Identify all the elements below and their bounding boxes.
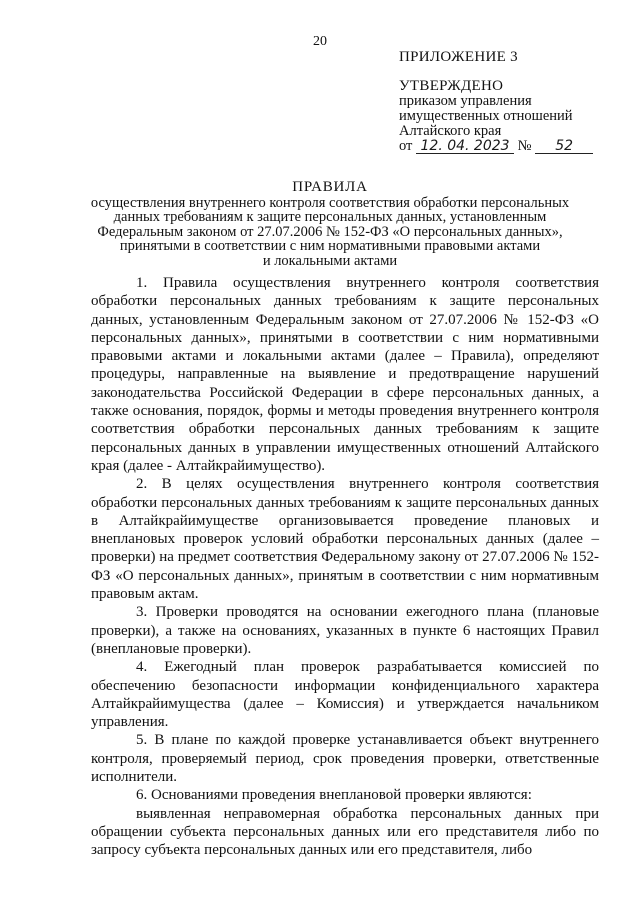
approval-date-row	[399, 139, 629, 154]
paragraph-6: 6. Основаниями проведения внеплановой проверки являются:	[136, 787, 532, 804]
date-prefix: от	[399, 138, 413, 154]
document-body	[91, 274, 599, 860]
number-sign: №	[517, 138, 532, 154]
title-line: и локальными актами	[262, 252, 398, 269]
paragraph-3: 3. Проверки проводятся на основании ежегодного плана (плановые проверки), а также на основаниях, указанных в пункте 6 настоящих Правил (внеплановые проверки).	[91, 604, 599, 657]
approval-line-2: имущественных отношений	[399, 108, 573, 124]
title-line: принятыми в соответствии с ним нормативными правовыми актами	[119, 238, 541, 254]
paragraph-6-item: выявленная неправомерная обработка персональных данных при обращении субъекта персональных данных или его представителя либо по запросу субъекта персональных данных или его представителя, либо	[91, 805, 599, 859]
paragraph-1: 1. Правила осуществления внутреннего контроля соответствия обработки персональных данных требованиям к защите персональных данных, установленным Федеральным законом от 27.07.2006 № 152-ФЗ «О персональных данных», принятыми в соответствии с ним нормативными правовыми актами и локальными актами (далее – Правила), определяют процедуры, направленные на выявление и предотвращение нарушений законодательства Российской Федерации в сфере персональных данных, а также основания, порядок, формы и методы проведения внутреннего контроля соответствия обработки персональных данных требованиям к защите персональных данных в управлении имущественных отношений Алтайского края (далее - Алтайкрайимущество).	[91, 275, 599, 474]
title-main: ПРАВИЛА	[292, 179, 368, 195]
appendix-label: ПРИЛОЖЕНИЕ 3	[399, 49, 518, 65]
approval-line-3: Алтайского края	[399, 123, 502, 139]
paragraph-4: 4. Ежегодный план проверок разрабатывается комиссией по обеспечению безопасности информации конфиденциального характера Алтайкрайимущества (далее – Комиссия) и утверждается начальником управления.	[91, 659, 599, 731]
approved-label: УТВЕРЖДЕНО	[399, 78, 504, 94]
page-number: 20	[313, 34, 327, 49]
paragraph-5: 5. В плане по каждой проверке устанавливается объект внутреннего контроля, проверяемый период, срок проведения проверки, ответственные исполнители.	[91, 732, 599, 786]
title-line: осуществления внутреннего контроля соответствия обработки персональных	[90, 194, 570, 211]
document-title	[80, 180, 580, 268]
approval-block	[399, 50, 629, 154]
title-line: данных требованиям к защите персональных данных, установленным	[113, 209, 547, 225]
approval-line-1: приказом управления	[399, 93, 532, 109]
paragraph-2: 2. В целях осуществления внутреннего контроля соответствия обработки персональных данных требованиям к защите персональных данных в Алтайкрайимуществе организовывается проведение плановых и внеплановых проверок условий обработки персональных данных (далее – проверки) на предмет соответствия Федеральному закону от 27.07.2006 № 152-ФЗ «О персональных данных», принятым в соответствии с ним нормативным правовым актам.	[91, 476, 599, 603]
title-line: Федеральным законом от 27.07.2006 № 152-ФЗ «О персональных данных»,	[97, 223, 563, 240]
handwritten-number: 52	[535, 140, 593, 154]
handwritten-date: 12. 04. 2023	[416, 140, 514, 154]
